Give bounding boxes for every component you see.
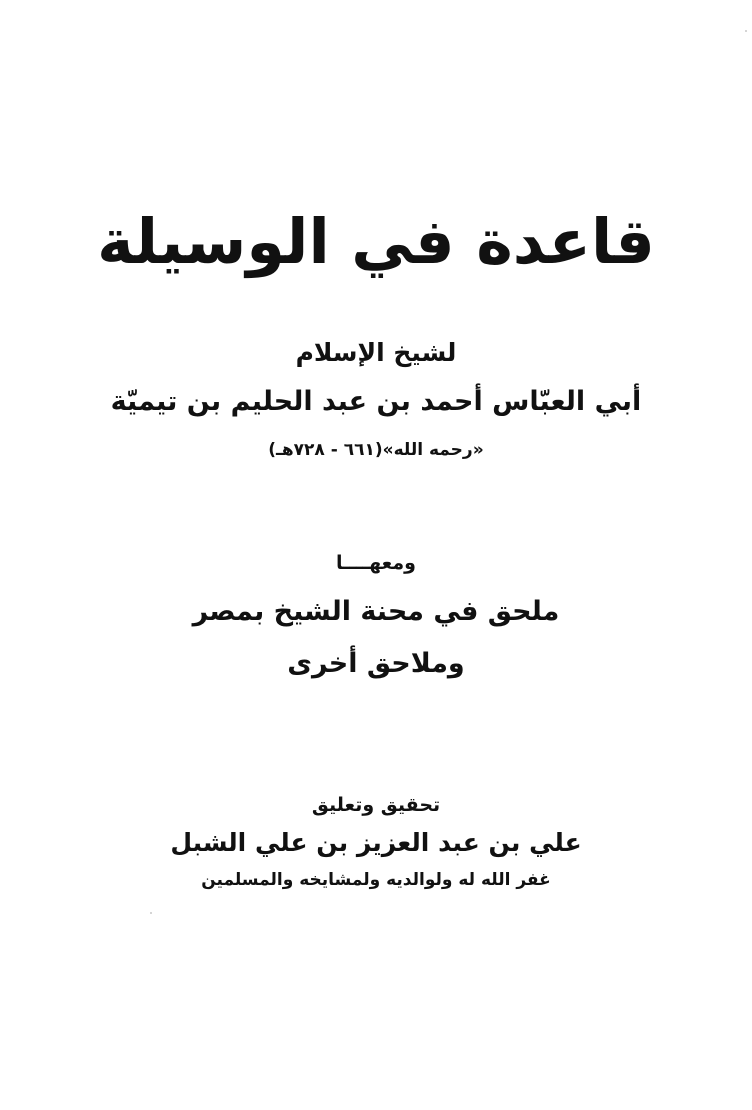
appendix-title-2: وملاحق أخرى xyxy=(287,648,465,679)
appendix-title-1: ملحق في محنة الشيخ بمصر xyxy=(192,596,560,627)
author-dates: «رحمه الله»(٦٦١ - ٧٢٨هـ) xyxy=(268,440,484,460)
scan-speck xyxy=(150,912,152,914)
editor-name: علي بن عبد العزيز بن علي الشبل xyxy=(170,828,582,857)
editor-label: تحقيق وتعليق xyxy=(311,794,441,816)
author-honorific-label: لشيخ الإسلام xyxy=(295,338,457,367)
editor-prayer: غفر الله له ولوالديه ولمشايخه والمسلمين xyxy=(201,870,551,890)
scan-speck xyxy=(745,30,747,32)
book-title: قاعدة في الوسيلة xyxy=(97,205,655,278)
author-name: أبي العبّاس أحمد بن عبد الحليم بن تيميّة xyxy=(110,386,642,417)
accompanied-by-label: ومعهــــا xyxy=(336,552,416,574)
